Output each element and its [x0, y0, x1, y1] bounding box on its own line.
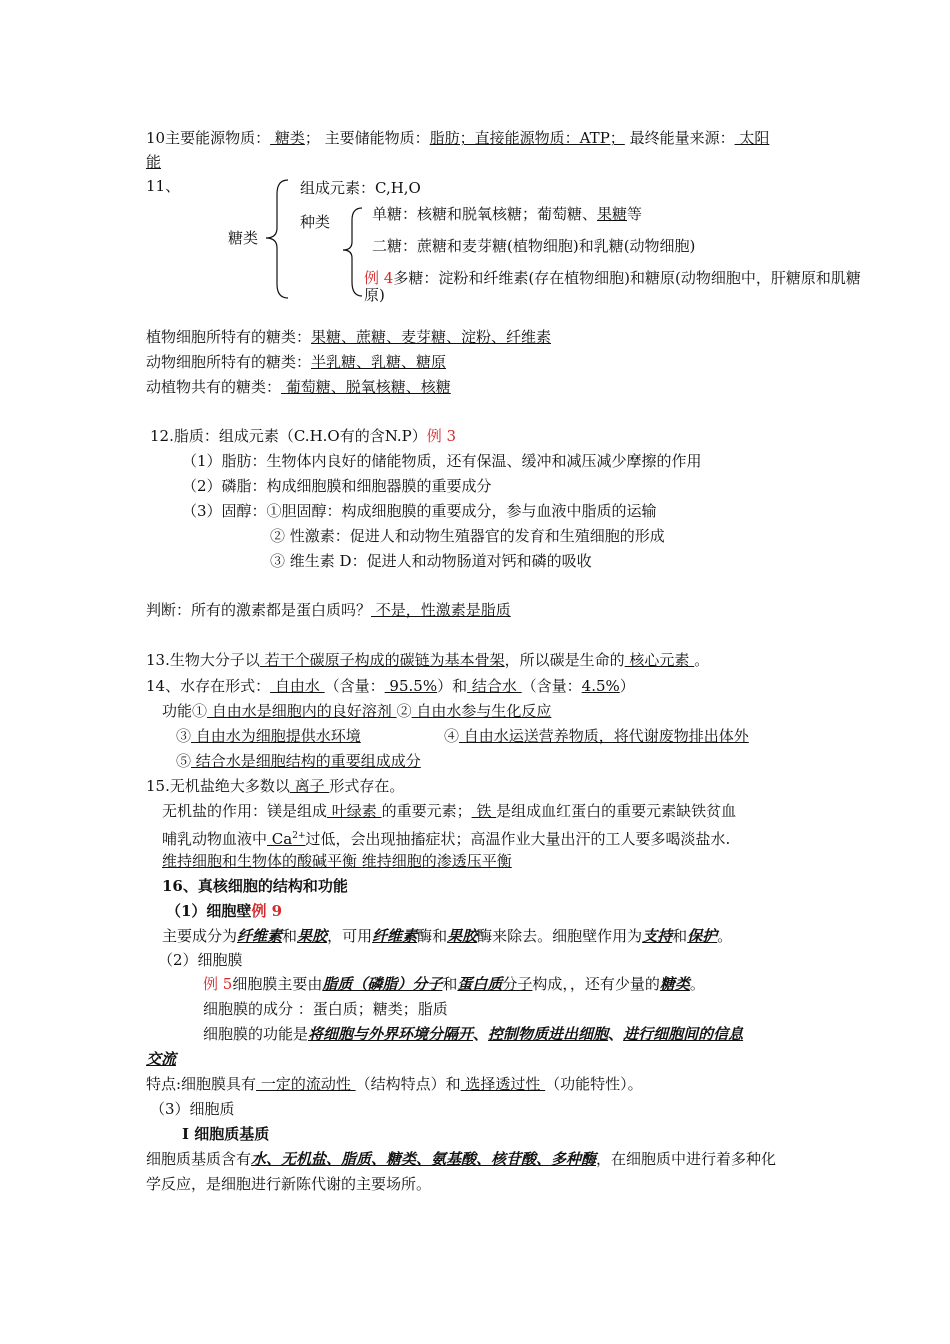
- section-10-line1: [146, 128, 769, 148]
- function-3-num: ③: [176, 727, 192, 745]
- s13-core-element: 核心元素: [624, 651, 695, 669]
- common-sugars-value: 葡萄糖、脱氧核糖、核糖: [281, 378, 451, 396]
- lipid-molecule: 脂质（磷脂）分子: [322, 975, 443, 993]
- monosaccharide-line: [372, 204, 642, 224]
- animal-sugars-line: [146, 352, 446, 372]
- cell-wall-text-c: 和: [282, 927, 298, 945]
- feature-text-c: （结构特点）和: [355, 1075, 461, 1093]
- feature-text-a: 特点:细胞膜具有: [146, 1075, 257, 1093]
- bound-water-percent: 4.5%: [581, 677, 620, 695]
- membrane-function-label: 细胞膜的功能是: [203, 1025, 309, 1043]
- function-communication-end: 交流: [146, 1050, 177, 1068]
- salt-role-text-a: 无机盐的作用：镁是组成: [162, 802, 328, 820]
- monosaccharide-text: 单糖：核糖和脱氧核糖；葡萄糖、: [372, 205, 598, 223]
- protein: 蛋白质: [457, 975, 503, 993]
- feature-text-e: （功能特性）。: [545, 1075, 643, 1093]
- water-function-3: 自由水为细胞提供水环境: [191, 727, 361, 745]
- sugar-heading: 糖类: [228, 229, 259, 247]
- label-storage-energy: ； 主要储能物质：: [304, 129, 430, 147]
- membrane-text-f: 构成，，还有少量的: [532, 975, 660, 993]
- example-3-link[interactable]: 例 3: [426, 427, 457, 445]
- free-water-percent: 95.5%: [384, 677, 438, 695]
- cell-membrane-title: （2）细胞膜: [158, 951, 243, 969]
- water-function-2: 自由水参与生化反应: [411, 702, 552, 720]
- sugar-elements: 组成元素：C,H,O: [300, 179, 421, 197]
- s14-and: ）和: [437, 677, 468, 695]
- s15-text-a: 15.无机盐绝大多数以: [146, 777, 290, 795]
- sep-1: 、: [473, 1025, 489, 1043]
- outer-brace-icon: [262, 176, 292, 301]
- s14-close: ）: [619, 677, 635, 695]
- function-control: 控制物质进出细胞: [488, 1025, 609, 1043]
- chlorophyll-answer: 叶绿素: [327, 802, 382, 820]
- cell-membrane-line: [203, 974, 705, 994]
- cytosol-line2: 学反应，是细胞进行新陈代谢的主要场所。: [146, 1175, 432, 1193]
- salt-role-text-c: 的重要元素；: [381, 802, 472, 820]
- molecule: 分子: [502, 975, 533, 993]
- plant-sugars-value: 果糖、蔗糖、麦芽糖、淀粉、纤维素: [311, 328, 552, 346]
- cell-wall-text-k: 和: [672, 927, 688, 945]
- inner-brace-icon: [340, 206, 366, 298]
- free-water: 自由水: [270, 677, 325, 695]
- plant-sugars-label: 植物细胞所特有的糖类：: [146, 328, 312, 346]
- acid-base-balance: 维持细胞和生物体的酸碱平衡: [162, 852, 362, 870]
- salt-role2-text-a: 哺乳动物血液中: [162, 830, 268, 848]
- support: 支持: [642, 927, 673, 945]
- section-10-line2: [146, 152, 161, 172]
- membrane-text-c: 和: [442, 975, 458, 993]
- cytosol-title: Ⅰ 细胞质基质: [182, 1125, 270, 1143]
- function-separate: 将细胞与外界环境分隔开: [308, 1025, 474, 1043]
- lipid-title: 12.脂质：组成元素（C.H.O有的含N.P）: [150, 427, 427, 445]
- salt-role-line3: [162, 851, 512, 871]
- function-2-num: ②: [396, 702, 412, 720]
- section-16-title: 16、真核细胞的结构和功能: [162, 877, 348, 895]
- sep-2: 、: [608, 1025, 624, 1043]
- bound-water: 结合水: [467, 677, 522, 695]
- cell-wall-text-a: 主要成分为: [162, 927, 238, 945]
- cell-wall-text: [162, 926, 732, 946]
- fluidity: 一定的流动性: [256, 1075, 356, 1093]
- answer-fat-atp: 脂肪；直接能源物质：ATP；: [429, 129, 625, 147]
- cell-wall-period: 。: [717, 927, 733, 945]
- s14-content-label: （含量：: [324, 677, 385, 695]
- lipid-vitamin-d: ③ 维生素 D：促进人和动物肠道对钙和磷的吸收: [270, 552, 592, 570]
- cell-wall-title: （1）细胞壁: [166, 902, 252, 920]
- example-5-link[interactable]: 例 5: [203, 975, 233, 993]
- sugar-types-label: 种类: [300, 213, 331, 231]
- protection: 保护: [687, 927, 718, 945]
- polysaccharide-line: [364, 268, 861, 288]
- function-4-num: ④: [444, 727, 460, 745]
- cell-wall-text-e: ，可用: [327, 927, 373, 945]
- membrane-period: 。: [689, 975, 705, 993]
- disaccharide-line: 二糖：蔗糖和麦芽糖(植物细胞)和乳糖(动物细胞): [372, 237, 696, 255]
- cell-wall-title-line: [166, 901, 282, 921]
- membrane-function-line2: [146, 1049, 176, 1069]
- s14-content-label-2: （含量：: [521, 677, 582, 695]
- cell-wall-text-g: 酶和: [417, 927, 448, 945]
- function-label: 功能①: [162, 702, 208, 720]
- cellulose: 纤维素: [237, 927, 283, 945]
- section-15-line: [146, 776, 404, 796]
- water-function-1: 自由水是细胞内的良好溶剂: [207, 702, 397, 720]
- function-5-num: ⑤: [176, 752, 192, 770]
- lipid-sex-hormone: ② 性激素：促进人和动物生殖器官的发育和生殖细胞的形成: [270, 527, 665, 545]
- water-function-5: 结合水是细胞结构的重要组成成分: [191, 752, 421, 770]
- monosaccharide-end: 等: [627, 205, 643, 223]
- label-main-energy: 主要能源物质：: [165, 129, 271, 147]
- section-13-line: [146, 650, 709, 670]
- fructose: 果糖: [597, 205, 628, 223]
- judge-question: 判断：所有的激素都是蛋白质吗？: [146, 601, 372, 619]
- water-function-line2b: [444, 726, 749, 746]
- membrane-composition: 细胞膜的成分 ：蛋白质；糖类；脂质: [203, 1000, 448, 1018]
- water-function-line3: [176, 751, 421, 771]
- s13-text-a: 13.生物大分子以: [146, 651, 260, 669]
- s13-text-c: ，所以碳是生命的: [504, 651, 625, 669]
- ion-answer: 离子: [289, 777, 330, 795]
- section-11-number: 11、: [146, 177, 181, 195]
- cytosol-text-a: 细胞质基质含有: [146, 1150, 252, 1168]
- cytoplasm-title: （3）细胞质: [150, 1100, 235, 1118]
- example-9-link[interactable]: 例 9: [251, 902, 283, 920]
- animal-sugars-label: 动物细胞所特有的糖类：: [146, 353, 312, 371]
- judge-line: [146, 600, 511, 620]
- water-function-line1: [162, 701, 551, 721]
- cellulose-enzyme: 纤维素: [372, 927, 418, 945]
- sugar-small: 糖类: [659, 975, 690, 993]
- pectin: 果胶: [297, 927, 328, 945]
- calcium-charge: 2+: [292, 831, 306, 841]
- water-function-line2: [176, 726, 361, 746]
- animal-sugars-value: 半乳糖、乳糖、糖原: [311, 353, 447, 371]
- common-sugars-line: [146, 377, 451, 397]
- lipid-sterol: （3）固醇：①胆固醇：构成细胞膜的重要成分，参与血液中脂质的运输: [182, 502, 657, 520]
- cytosol-text-c: ，在细胞质中进行着多种化: [596, 1150, 777, 1168]
- s14-text-a: 14、水存在形式：: [146, 677, 271, 695]
- pectin-enzyme: 果胶: [447, 927, 478, 945]
- example-4-link[interactable]: 例 4: [364, 269, 394, 287]
- plant-sugars-line: [146, 327, 551, 347]
- polysaccharide-text: 多糖：淀粉和纤维素(存在植物细胞)和糖原(动物细胞中，肝糖原和肌糖: [393, 269, 861, 287]
- answer-sugar: 糖类: [270, 129, 305, 147]
- judge-answer: 不是，性激素是脂质: [371, 601, 511, 619]
- membrane-function-line1: [203, 1024, 743, 1044]
- function-communication: 进行细胞间的信息: [623, 1025, 744, 1043]
- cell-wall-text-i: 酶来除去。细胞壁作用为: [477, 927, 643, 945]
- cytosol-line1: [146, 1149, 776, 1169]
- section-number: 10: [146, 129, 166, 147]
- water-function-4: 自由水运送营养物质，将代谢废物排出体外: [459, 727, 749, 745]
- lipid-phospholipid: （2）磷脂：构成细胞膜和细胞器膜的重要成分: [182, 477, 492, 495]
- section-14-line: [146, 676, 635, 696]
- salt-role-text-e: 是组成血红蛋白的重要元素缺铁贫血: [496, 802, 737, 820]
- lipid-fat: （1）脂肪：生物体内良好的储能物质，还有保温、缓冲和减压减少摩擦的作用: [182, 452, 702, 470]
- salt-role-line2: [162, 826, 730, 849]
- answer-sun-part2: 能: [146, 153, 162, 171]
- polysaccharide-line2: 原): [364, 286, 385, 304]
- s13-period: 。: [694, 651, 710, 669]
- label-final-energy: 最终能量来源：: [624, 129, 735, 147]
- cytosol-contents: 水、无机盐、脂质、糖类、氨基酸、核苷酸、多种酶: [251, 1150, 597, 1168]
- iron-answer: 铁: [471, 802, 497, 820]
- s13-carbon-chain: 若干个碳原子构成的碳链为基本骨架: [259, 651, 505, 669]
- membrane-feature-line: [146, 1074, 643, 1094]
- s15-text-c: 形式存在。: [329, 777, 405, 795]
- salt-role2-text-c: 过低，会出现抽搐症状；高温作业大量出汗的工人要多喝淡盐水.: [305, 830, 731, 848]
- lipid-title-line: [150, 426, 456, 446]
- answer-sun-part1: 太阳: [734, 129, 770, 147]
- osmotic-balance: 维持细胞的渗透压平衡: [361, 852, 512, 870]
- membrane-text-a: 细胞膜主要由: [232, 975, 323, 993]
- calcium-answer: Ca: [267, 830, 293, 848]
- common-sugars-label: 动植物共有的糖类：: [146, 378, 282, 396]
- selective-permeability: 选择透过性: [460, 1075, 546, 1093]
- salt-role-line1: [162, 801, 736, 821]
